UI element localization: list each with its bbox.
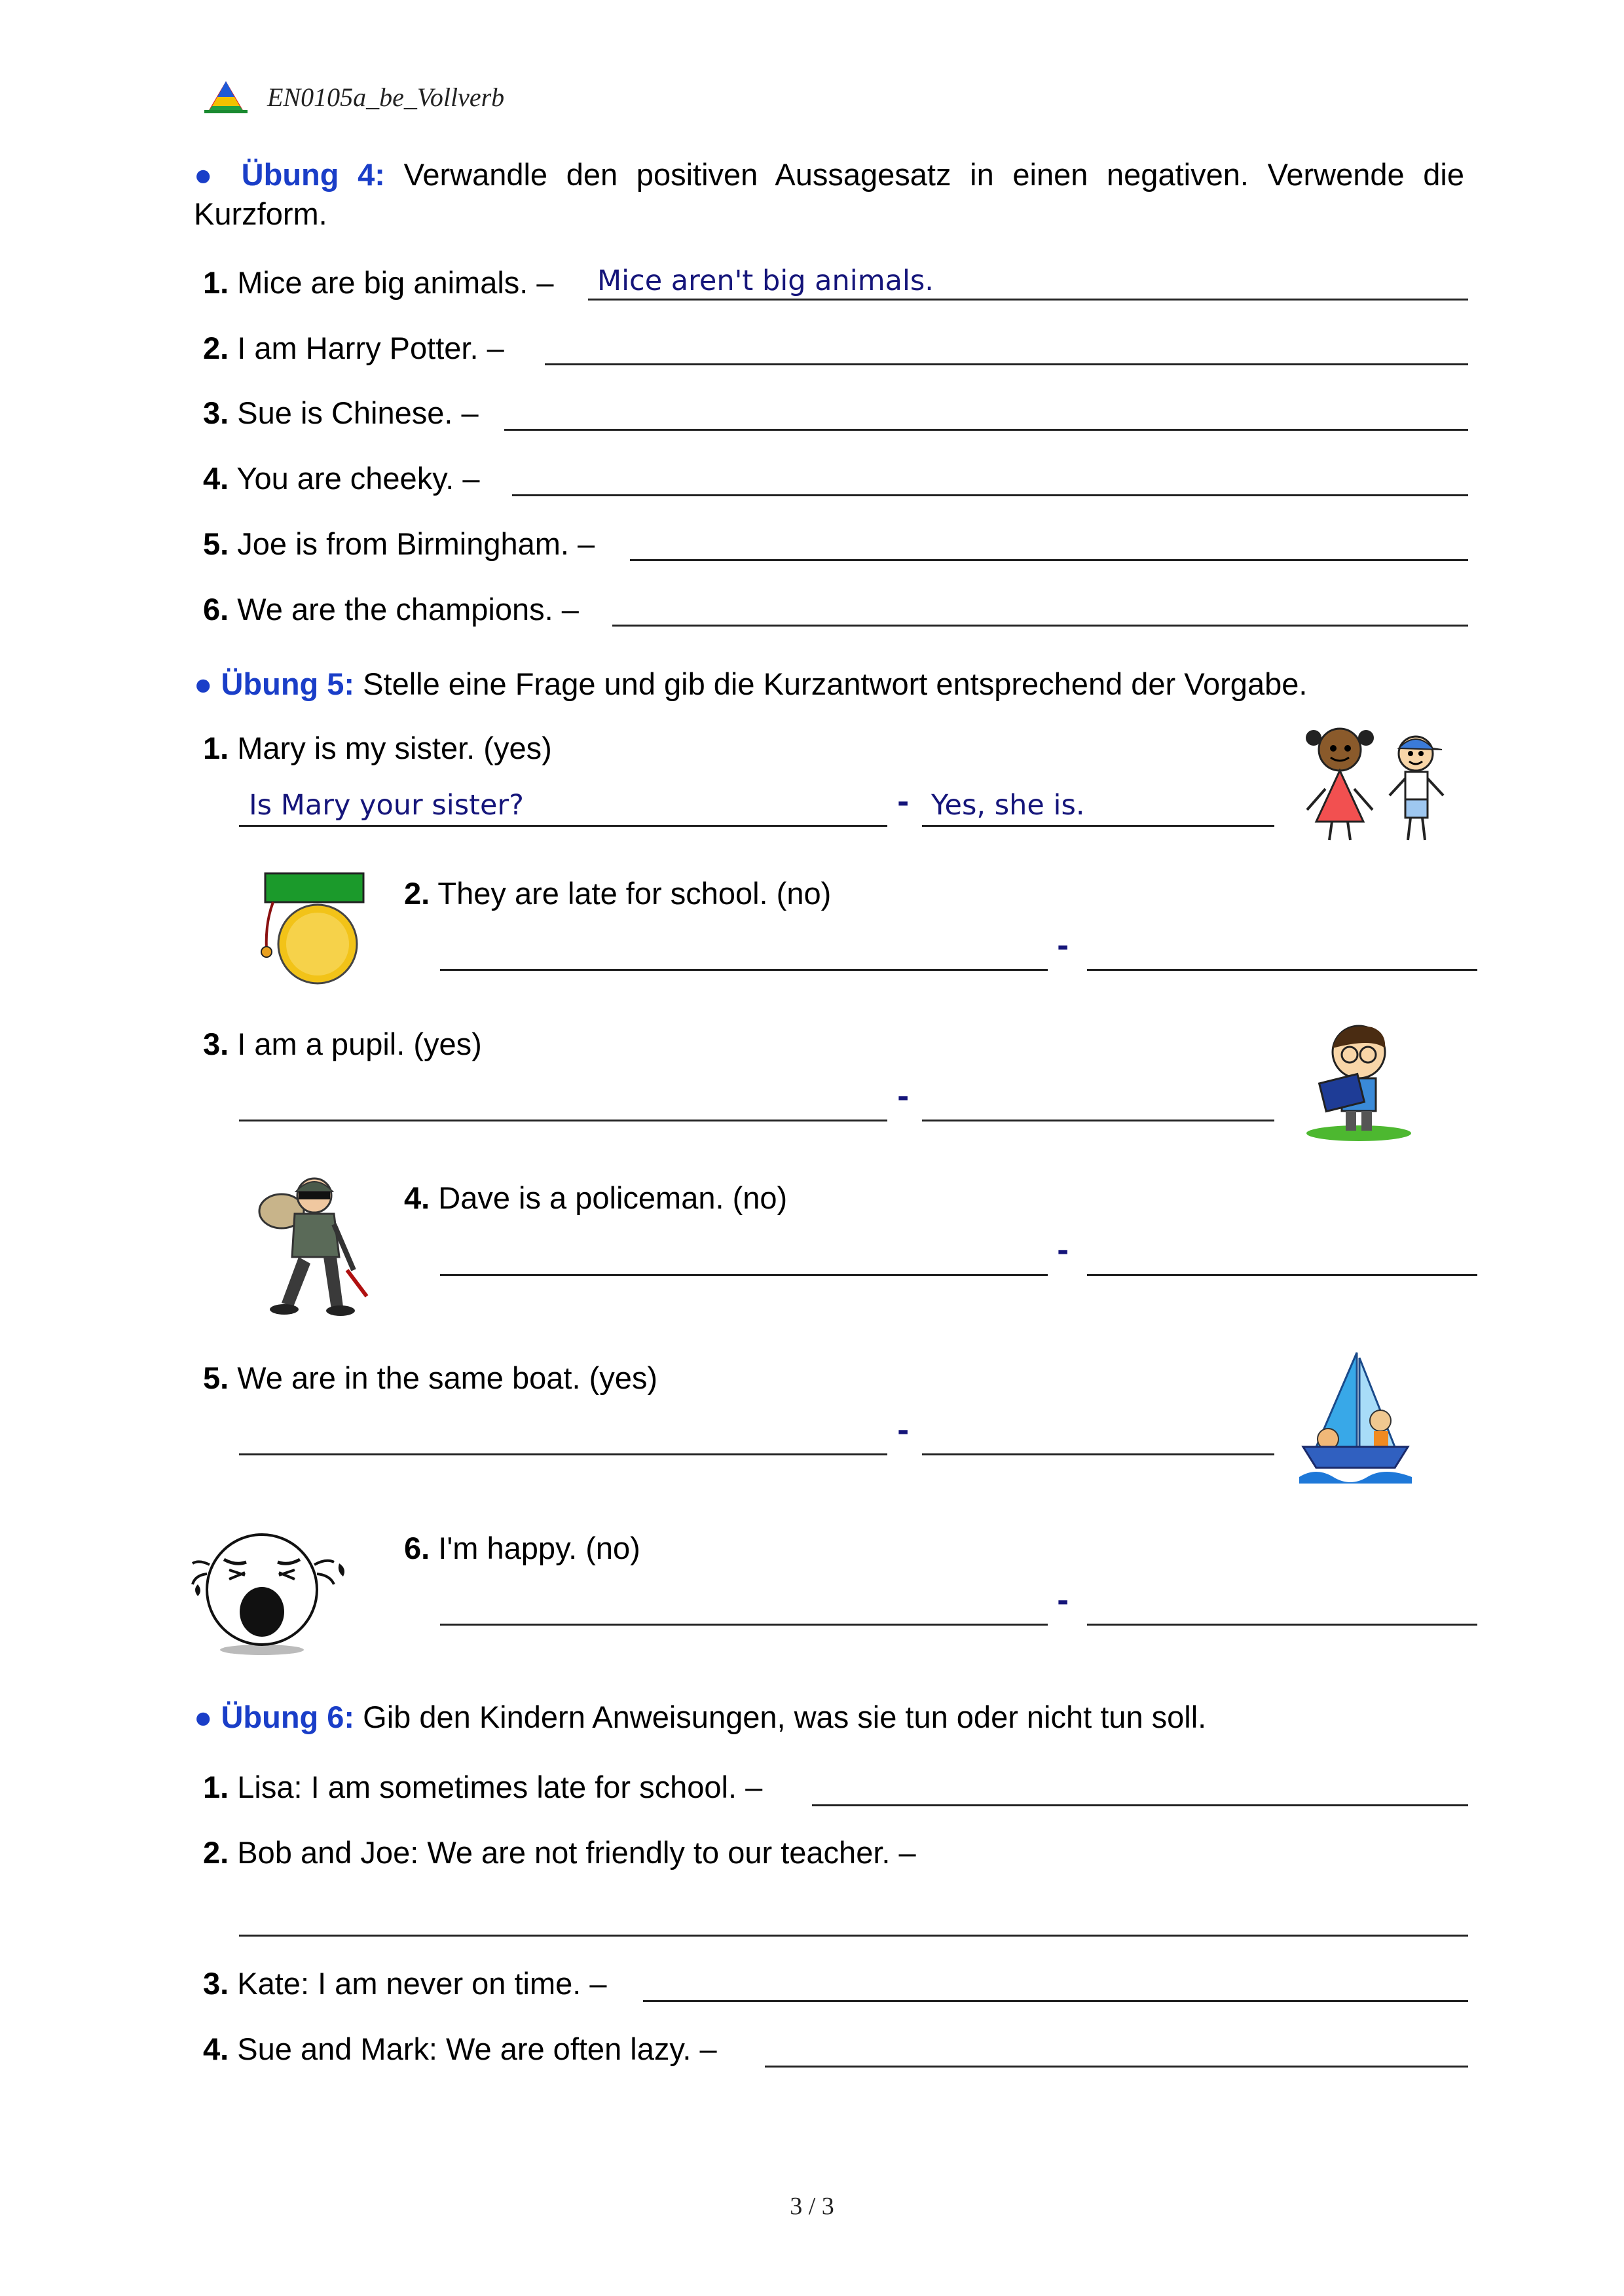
answer-line[interactable] — [545, 363, 1468, 365]
exercise-6-label: Übung 6: — [221, 1700, 355, 1734]
question-line[interactable] — [239, 1120, 887, 1121]
ex5-item-3: 3. I am a pupil. (yes) — [203, 1027, 482, 1061]
bullet: ● — [194, 666, 213, 701]
ex4-item-2: 2. I am Harry Potter. – — [203, 331, 504, 365]
answer-line[interactable] — [512, 494, 1468, 496]
short-answer-line[interactable] — [922, 1453, 1274, 1455]
ex4-answer-1: Mice aren't big animals. — [597, 264, 934, 297]
question-line[interactable] — [440, 969, 1048, 971]
exercise-4-label: Übung 4: — [241, 157, 385, 192]
ex5-item-6: 6. I'm happy. (no) — [404, 1531, 640, 1565]
ex4-item-6: 6. We are the champions. – — [203, 592, 579, 627]
document-code: EN0105a_be_Vollverb — [267, 82, 505, 112]
short-answer-line[interactable] — [922, 1120, 1274, 1121]
kids-icon — [1297, 723, 1454, 845]
short-answer-line[interactable] — [922, 825, 1274, 827]
page-header — [203, 77, 504, 117]
answer-line[interactable] — [630, 559, 1468, 561]
short-answer-line[interactable] — [1087, 969, 1477, 971]
answer-line[interactable] — [765, 2066, 1468, 2068]
school-bell-icon — [252, 871, 370, 995]
ex5-short-answer-1: Yes, she is. — [931, 789, 1085, 822]
question-line[interactable] — [239, 825, 887, 827]
bullet: ● — [194, 1700, 213, 1734]
ex5-item-5: 5. We are in the same boat. (yes) — [203, 1360, 658, 1395]
answer-line[interactable] — [612, 625, 1468, 627]
separator-dash: - — [897, 786, 910, 819]
ex5-item-4: 4. Dave is a policeman. (no) — [404, 1180, 788, 1215]
answer-line[interactable] — [239, 1935, 1468, 1937]
separator-dash: - — [897, 1080, 910, 1114]
ex4-item-4: 4. You are cheeky. – — [203, 461, 480, 496]
sailboat-icon — [1297, 1349, 1414, 1493]
crying-face-icon — [190, 1519, 360, 1656]
exercise-6-instruction: Gib den Kindern Anweisungen, was sie tun oder nicht tun soll. — [363, 1700, 1207, 1734]
ex6-item-1: 1. Lisa: I am sometimes late for school. – — [203, 1770, 763, 1804]
separator-dash: - — [1057, 1234, 1069, 1267]
separator-dash: - — [1057, 1584, 1069, 1618]
ex6-item-3: 3. Kate: I am never on time. – — [203, 1966, 607, 2001]
ex6-item-4: 4. Sue and Mark: We are often lazy. – — [203, 2032, 717, 2066]
question-line[interactable] — [440, 1624, 1048, 1626]
separator-dash: - — [1057, 930, 1069, 963]
reading-boy-icon — [1300, 1018, 1418, 1142]
ex4-item-3: 3. Sue is Chinese. – — [203, 395, 479, 430]
exercise-5-heading — [194, 665, 1464, 704]
answer-line[interactable] — [504, 429, 1468, 431]
short-answer-line[interactable] — [1087, 1274, 1477, 1276]
answer-line[interactable] — [588, 299, 1468, 301]
question-line[interactable] — [440, 1274, 1048, 1276]
exercise-5-label: Übung 5: — [221, 666, 355, 701]
ex5-item-1: 1. Mary is my sister. (yes) — [203, 731, 552, 765]
ex5-item-2: 2. They are late for school. (no) — [404, 876, 832, 911]
exercise-6-heading — [194, 1698, 1464, 1737]
bullet: ● — [194, 157, 223, 192]
question-line[interactable] — [239, 1453, 887, 1455]
pyramid-logo-icon — [203, 80, 249, 114]
page-number: 3 / 3 — [790, 2193, 834, 2220]
answer-line[interactable] — [643, 2000, 1468, 2002]
ex6-item-2: 2. Bob and Joe: We are not friendly to our teacher. – — [203, 1835, 916, 1870]
ex4-item-1: 1. Mice are big animals. – — [203, 265, 554, 300]
ex5-question-1: Is Mary your sister? — [249, 789, 524, 822]
burglar-icon — [255, 1172, 373, 1322]
ex4-item-5: 5. Joe is from Birmingham. – — [203, 526, 595, 561]
exercise-5-instruction: Stelle eine Frage und gib die Kurzantwort entsprechend der Vorgabe. — [363, 666, 1308, 701]
answer-line[interactable] — [812, 1804, 1468, 1806]
separator-dash: - — [897, 1414, 910, 1448]
exercise-4-heading — [194, 155, 1464, 234]
exercise-4-instruction: Verwandle den positiven Aussagesatz in einen negativen. Verwende die Kurzform. — [194, 157, 1465, 231]
short-answer-line[interactable] — [1087, 1624, 1477, 1626]
